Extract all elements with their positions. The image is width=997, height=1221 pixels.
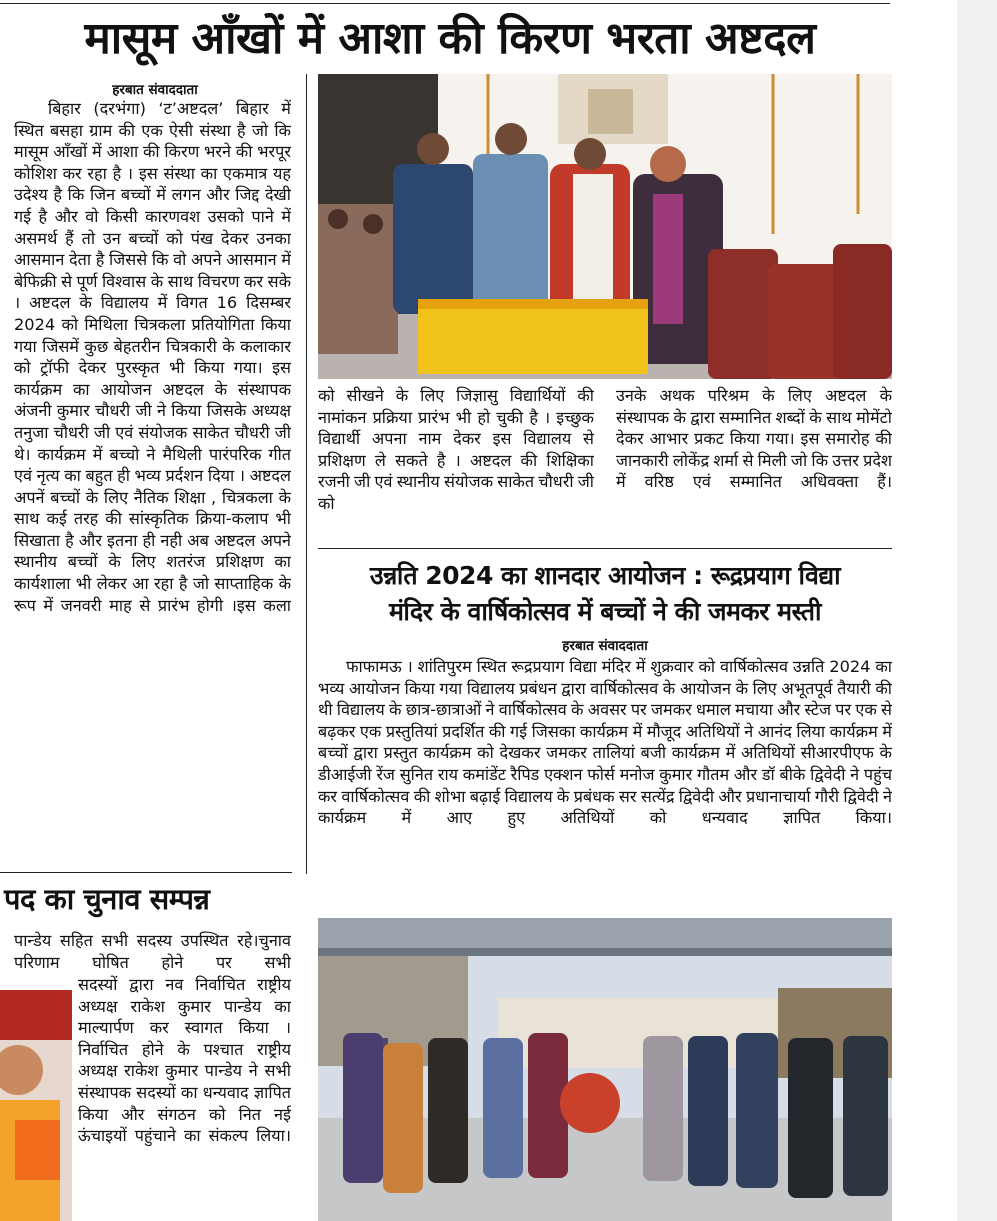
article1-column2 xyxy=(318,385,594,539)
column-divider xyxy=(306,74,307,874)
article2-top-rule xyxy=(318,548,892,549)
award-ceremony-illustration xyxy=(318,74,892,379)
article1-column2-text: को सीखने के लिए जिज्ञासु विद्यार्थियों की नामांकन प्रक्रिया प्रारंभ भी हो चुकी है । इच्छुक विद्यार्थी अपना नाम देकर इस विद्यालय से प्रशिक्षण ले सकते है । अष्टदल की शिक्षिका रजनी जी एवं स्थानीय संयोजक साकेत चौधरी जी को xyxy=(318,386,594,513)
article3-body-text: सदस्यों द्वारा नव निर्वाचित राष्ट्रीय अध्यक्ष राकेश कुमार पान्डेय का माल्यार्पण कर स्वागत किया । निर्वाचित होने के पश्चात राष्ट्रीय अध्यक्ष राकेश कुमार पान्डेय ने सभी संस्थापक सदस्यों का धन्यवाद ज्ञापित किया और संगठन को नित नई ऊंचाइयों पहुंचाने का संकल्प लिया। xyxy=(78,975,291,1146)
article1-column3-text: उनके अथक परिश्रम के लिए अष्टदल के संस्थापक के द्वारा सम्मानित शब्दों के साथ मोमेंटो देकर आभार प्रकट किया गया। इस समारोह की जानकारी लोकेंद्र शर्मा से मिली जो कि उत्तर प्रदेश में वरिष्ठ एवं सम्मानित अधिवक्ता हैं। xyxy=(616,386,892,492)
article3-lead-text: पान्डेय सहित सभी सदस्य उपस्थित रहे।चुनाव परिणाम घोषित होने पर सभी xyxy=(14,931,291,972)
article3-headline: पद का चुनाव सम्पन्न xyxy=(4,882,210,916)
article2-headline-line1: उन्नति 2024 का शानदार आयोजन : रूद्रप्रयाग विद्या xyxy=(369,561,841,590)
award-ceremony-photo xyxy=(318,74,892,379)
portrait-photo xyxy=(0,990,72,1221)
annual-function-photo xyxy=(318,918,892,1221)
top-rule xyxy=(0,3,890,4)
article2-headline-line2: मंदिर के वार्षिकोत्सव में बच्चों ने की जमकर मस्ती xyxy=(388,597,822,626)
article1-byline: हरबात संवाददाता xyxy=(112,82,198,98)
article1-headline: मासूम आँखों में आशा की किरण भरता अष्टदल xyxy=(84,13,816,64)
page-margin-strip xyxy=(957,0,997,1221)
article3-body xyxy=(78,974,291,1221)
article3-top-rule xyxy=(0,872,292,873)
article2-byline: हरबात संवाददाता xyxy=(562,638,648,654)
annual-function-illustration xyxy=(318,918,892,1221)
article1-column3 xyxy=(616,385,892,539)
portrait-illustration xyxy=(0,990,72,1221)
article2-body-text: फाफामऊ । शांतिपुरम स्थित रूद्रप्रयाग विद्या मंदिर में शुक्रवार को वार्षिकोत्सव उन्नति 2024 का भव्य आयोजन किया गया विद्यालय प्रबंधन द्वारा वार्षिकोत्सव के आयोजन के लिए अभूतपूर्व तैयारी की थी विद्यालय के छात्र-छात्राओं ने वार्षिकोत्सव के अवसर पर जमकर धमाल मचाया और स्टेज पर एक से बढ़कर एक प्रस्तुतियां प्रदर्शित की गई जिसका कार्यक्रम में मौजूद अतिथियों ने आनंद लिया कार्यक्रम में बच्चों द्वारा प्रस्तुत कार्यक्रम को देखकर जमकर तालियां बजी कार्यक्रम में अतिथियों सीआरपीएफ के डीआईजी रेंज सुनित राय कमांडेंट रैपिड एक्शन फोर्स मनोज कुमार गौतम और डॉ बीके द्विवेदी ने पहुंच कर वार्षिकोत्सव की शोभा बढ़ाई विद्यालय के प्रबंधक सर सत्येंद्र द्विवेदी और प्रधानाचार्या गौरी द्विवेदी ने कार्यक्रम में आए हुए अतिथियों को धन्यवाद ज्ञापित किया। xyxy=(318,657,892,828)
article1-column1 xyxy=(14,98,291,864)
article3-lead xyxy=(14,930,291,974)
article2-body xyxy=(318,656,892,918)
article1-column1-text: बिहार (दरभंगा) ‘ट’अष्टदल’ बिहार में स्थित बसहा ग्राम की एक ऐसी संस्था है जो कि मासूम आँखों में आशा की किरण भरने की भरपूर कोशिश कर रहा है । इस संस्था का एकमात्र यह उदेश्य है कि जिन बच्चों में लगन और जिद्द देखी गई है और वो किसी कारणवश उसको पाने में असमर्थ हैं तो उन बच्चों को पंख देकर उनका आसमान देता है जिससे कि वो अपने आसमान में बेफिक्री से पूर्ण विश्वास के साथ विचरण कर सके । अष्टदल के विद्यालय में विगत 16 दिसम्बर 2024 को मिथिला चित्रकला प्रतियोगिता किया गया जिसमें कुछ बेहतरीन चित्रकारी के कलाकार को ट्रॉफी देकर पुरस्कृत भी किया गया। इस कार्यक्रम का आयोजन अष्टदल के संस्थापक अंजनी कुमार चौधरी जी ने किया जिसके अध्यक्ष तनुजा चौधरी जी एवं संयोजक साकेत चौधरी जी थे। कार्यक्रम में बच्चो ने मैथिली पारंपरिक गीत एवं नृत्य का बहुत ही भव्य प्रर्दशन दिया । अष्टदल अपनें बच्चों के लिए नैतिक शिक्षा , चित्रकला के साथ कई तरह की सांस्कृतिक क्रिया-कलाप भी सिखाता है और इतना ही नही अब अष्टदल अपने स्थानीय बच्चों के लिए शतरंज प्रशिक्षण का कार्यशाला भी लेकर आ रहा है जो साप्ताहिक के रूप में जनवरी माह से प्रारंभ होगी ।इस कला xyxy=(14,99,291,615)
